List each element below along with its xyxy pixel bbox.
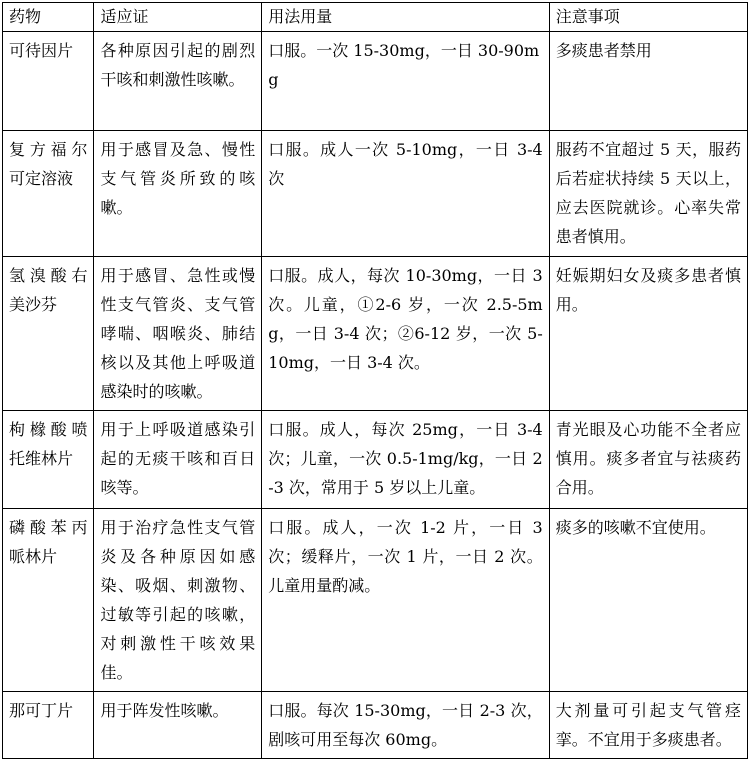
table-row [3,509,748,692]
caution-cell: 大剂量可引起支气管痉挛。不宜用于多痰患者。 [549,692,747,759]
caution-cell: 痰多的咳嗽不宜使用。 [549,509,747,692]
drug-name: 枸橼酸喷托维林片 [3,411,94,509]
indication-cell: 用于感冒、急性或慢性支气管炎、支气管哮喘、咽喉炎、肺结核以及其他上呼吸道感染时的咳嗽。 [94,257,262,411]
drug-name: 那可丁片 [3,692,94,759]
drug-name: 氢溴酸右美沙芬 [3,257,94,411]
table-row [3,131,748,257]
drug-name: 可待因片 [3,32,94,131]
dosage-cell: 口服。每次 15-30mg，一日 2-3 次，剧咳可用至每次 60mg。 [262,692,550,759]
indication-cell: 用于感冒及急、慢性支气管炎所致的咳嗽。 [94,131,262,257]
drug-name: 复方福尔可定溶液 [3,131,94,257]
dosage-cell: 口服。一次 15-30mg，一日 30-90mg [262,32,550,131]
drug-name: 磷酸苯丙哌林片 [3,509,94,692]
table-row [3,32,748,131]
dosage-cell: 口服。成人，每次 25mg，一日 3-4 次；儿童，一次 0.5-1mg/kg，一日 2-3 次，常用于 5 岁以上儿童。 [262,411,550,509]
indication-cell: 用于阵发性咳嗽。 [94,692,262,759]
indication-cell: 用于治疗急性支气管炎及各种原因如感染、吸烟、刺激物、过敏等引起的咳嗽，对刺激性干咳效果佳。 [94,509,262,692]
caution-cell: 妊娠期妇女及痰多患者慎用。 [549,257,747,411]
dosage-cell: 口服。成人一次 5-10mg，一日 3-4 次 [262,131,550,257]
caution-cell: 服药不宜超过 5 天，服药后若症状持续 5 天以上，应去医院就诊。心率失常患者慎用。 [549,131,747,257]
table-row [3,257,748,411]
table-row [3,692,748,759]
antitussive-drug-table [2,2,748,759]
caution-cell: 青光眼及心功能不全者应慎用。痰多者宜与祛痰药合用。 [549,411,747,509]
drug-table-container [2,2,748,759]
indication-cell: 用于上呼吸道感染引起的无痰干咳和百日咳等。 [94,411,262,509]
header-caution: 注意事项 [549,3,747,32]
caution-cell: 多痰患者禁用 [549,32,747,131]
table-header-row [3,3,748,32]
dosage-cell: 口服。成人，每次 10-30mg，一日 3 次。儿童，①2-6 岁，一次 2.5-5mg，一日 3-4 次；②6-12 岁，一次 5-10mg，一日 3-4 次。 [262,257,550,411]
indication-cell: 各种原因引起的剧烈干咳和刺激性咳嗽。 [94,32,262,131]
header-indication: 适应证 [94,3,262,32]
header-dosage: 用法用量 [262,3,550,32]
table-row [3,411,748,509]
header-drug: 药物 [3,3,94,32]
dosage-cell: 口服。成人，一次 1-2 片，一日 3 次；缓释片，一次 1 片，一日 2 次。儿童用量酌减。 [262,509,550,692]
